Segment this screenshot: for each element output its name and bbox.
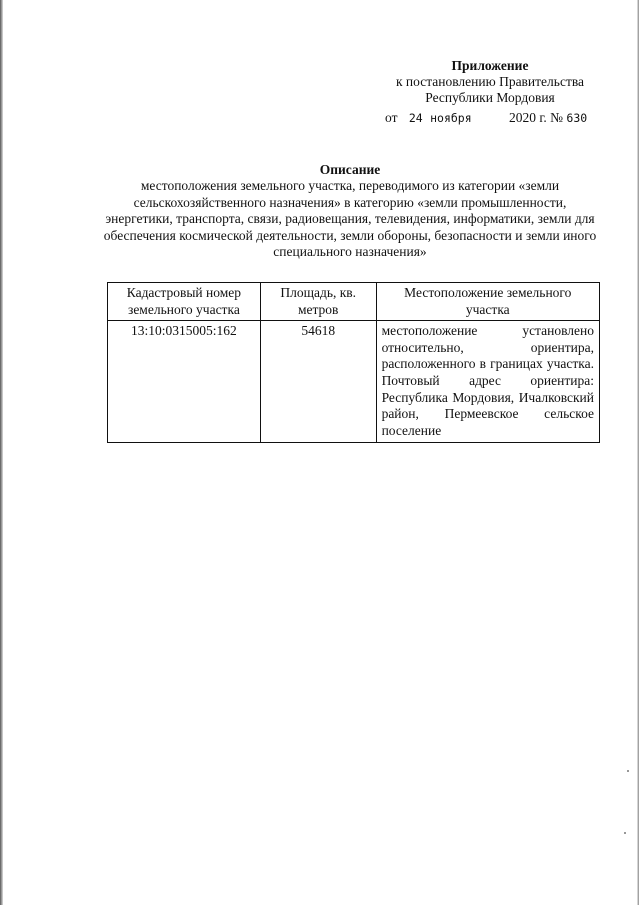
cell-cadastral-number: 13:10:0315005:162 <box>108 321 261 443</box>
description-title: Описание <box>319 162 381 177</box>
description-text: местоположения земельного участка, переводимого из категории «земли сельскохозяйственного назначения» в категорию «земли промышленности, энергетики, транспорта, связи, радиовещания, телевидения, информатики, земли для обеспечения космической деятельности, земли обороны, безопасности и земли иного специального назначения» <box>103 178 597 260</box>
land-plot-table <box>107 282 600 443</box>
appendix-header <box>370 58 610 106</box>
header-location: Местоположение земельного участка <box>376 283 599 321</box>
date-prefix: от <box>385 110 398 125</box>
resolution-number: 630 <box>566 111 588 125</box>
table-row <box>108 321 600 443</box>
scan-speck <box>624 832 626 834</box>
appendix-line-2: Республики Мордовия <box>425 90 555 105</box>
header-area: Площадь, кв. метров <box>260 283 376 321</box>
resolution-date-line <box>385 110 615 126</box>
description-block <box>100 162 600 260</box>
scan-edge-left <box>0 0 3 905</box>
date-month: ноября <box>430 111 472 125</box>
appendix-line-1: к постановлению Правительства <box>395 74 585 89</box>
header-cadastral: Кадастровый номер земельного участка <box>108 283 261 321</box>
scan-speck <box>627 770 629 772</box>
cell-area: 54618 <box>260 321 376 443</box>
table-header-row <box>108 283 600 321</box>
cell-location: местоположение установлено относительно, ориентира, расположенного в границах участка. Почтовый адрес ориентира: Республика Мордовия, Ичалковский район, Пермеевское сельское поселение <box>376 321 599 443</box>
date-day: 24 <box>408 111 423 125</box>
date-year: 2020 г. № <box>509 110 564 125</box>
appendix-title: Приложение <box>451 58 529 73</box>
